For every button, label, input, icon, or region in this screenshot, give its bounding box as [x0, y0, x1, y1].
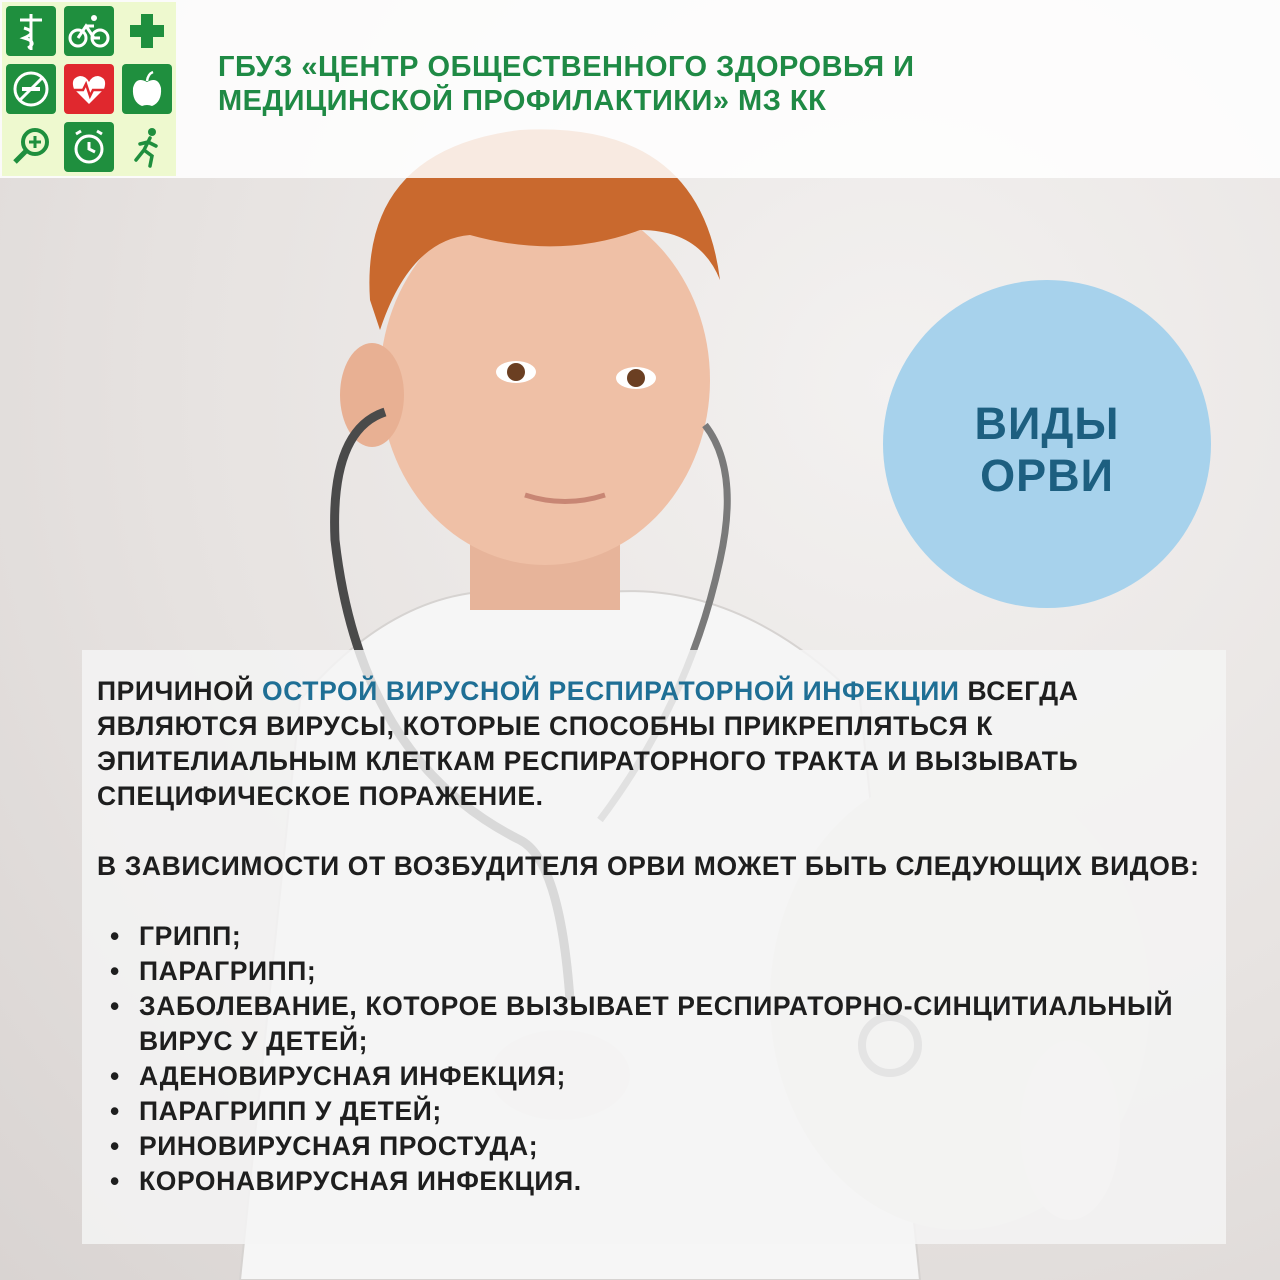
plus-icon — [122, 6, 172, 56]
list-item: • ПАРАГРИПП У ДЕТЕЙ; — [97, 1094, 1221, 1129]
alarm-clock-icon — [64, 122, 114, 172]
magnifier-plus-icon — [6, 122, 56, 172]
caduceus-icon — [6, 6, 56, 56]
info-panel-text — [97, 674, 1221, 1199]
organization-name-line-2: МЕДИЦИНСКОЙ ПРОФИЛАКТИКИ» МЗ КК — [218, 85, 827, 117]
intro-highlight: ОСТРОЙ ВИРУСНОЙ РЕСПИРАТОРНОЙ ИНФЕКЦИИ — [262, 676, 960, 706]
list-item: • ГРИПП; — [97, 919, 1221, 954]
intro-after: ВСЕГДА ЯВЛЯЮТСЯ ВИРУСЫ, КОТОРЫЕ СПОСОБНЫ ПРИКРЕПЛЯТЬСЯ К ЭПИТЕЛИАЛЬНЫМ КЛЕТКАМ РЕСПИРАТОРНОГО ТРАКТА И ВЫЗЫВАТЬ СПЕЦИФИЧЕСКОЕ ПОРАЖЕНИЕ. — [97, 676, 1079, 811]
spacer — [97, 884, 1221, 919]
list-item: • РИНОВИРУСНАЯ ПРОСТУДА; — [97, 1129, 1221, 1164]
info-panel — [82, 650, 1226, 1244]
no-smoking-icon — [6, 64, 56, 114]
list-item: • КОРОНАВИРУСНАЯ ИНФЕКЦИЯ. — [97, 1164, 1221, 1199]
title-line-2: ОРВИ — [980, 450, 1114, 501]
title-line-1: ВИДЫ — [974, 398, 1120, 449]
organization-name — [218, 50, 1118, 118]
list-item: • АДЕНОВИРУСНАЯ ИНФЕКЦИЯ; — [97, 1059, 1221, 1094]
header-band — [0, 0, 1280, 178]
list-item: • ЗАБОЛЕВАНИЕ, КОТОРОЕ ВЫЗЫВАЕТ РЕСПИРАТОРНО-СИНЦИТИАЛЬНЫЙ ВИРУС У ДЕТЕЙ; — [97, 989, 1221, 1059]
types-list — [97, 919, 1221, 1199]
heart-pulse-icon — [64, 64, 114, 114]
spacer — [97, 814, 1221, 849]
intro-before: ПРИЧИНОЙ — [97, 676, 262, 706]
apple-icon — [122, 64, 172, 114]
list-item: • ПАРАГРИПП; — [97, 954, 1221, 989]
title-badge — [883, 280, 1211, 608]
bicycle-icon — [64, 6, 114, 56]
organization-name-line-1: ГБУЗ «ЦЕНТР ОБЩЕСТВЕННОГО ЗДОРОВЬЯ И — [218, 51, 915, 83]
logo — [2, 2, 176, 176]
types-heading: В ЗАВИСИМОСТИ ОТ ВОЗБУДИТЕЛЯ ОРВИ МОЖЕТ БЫТЬ СЛЕДУЮЩИХ ВИДОВ: — [97, 851, 1200, 881]
intro-paragraph — [97, 674, 1221, 814]
runner-icon — [122, 122, 172, 172]
title-badge-text — [883, 398, 1211, 502]
